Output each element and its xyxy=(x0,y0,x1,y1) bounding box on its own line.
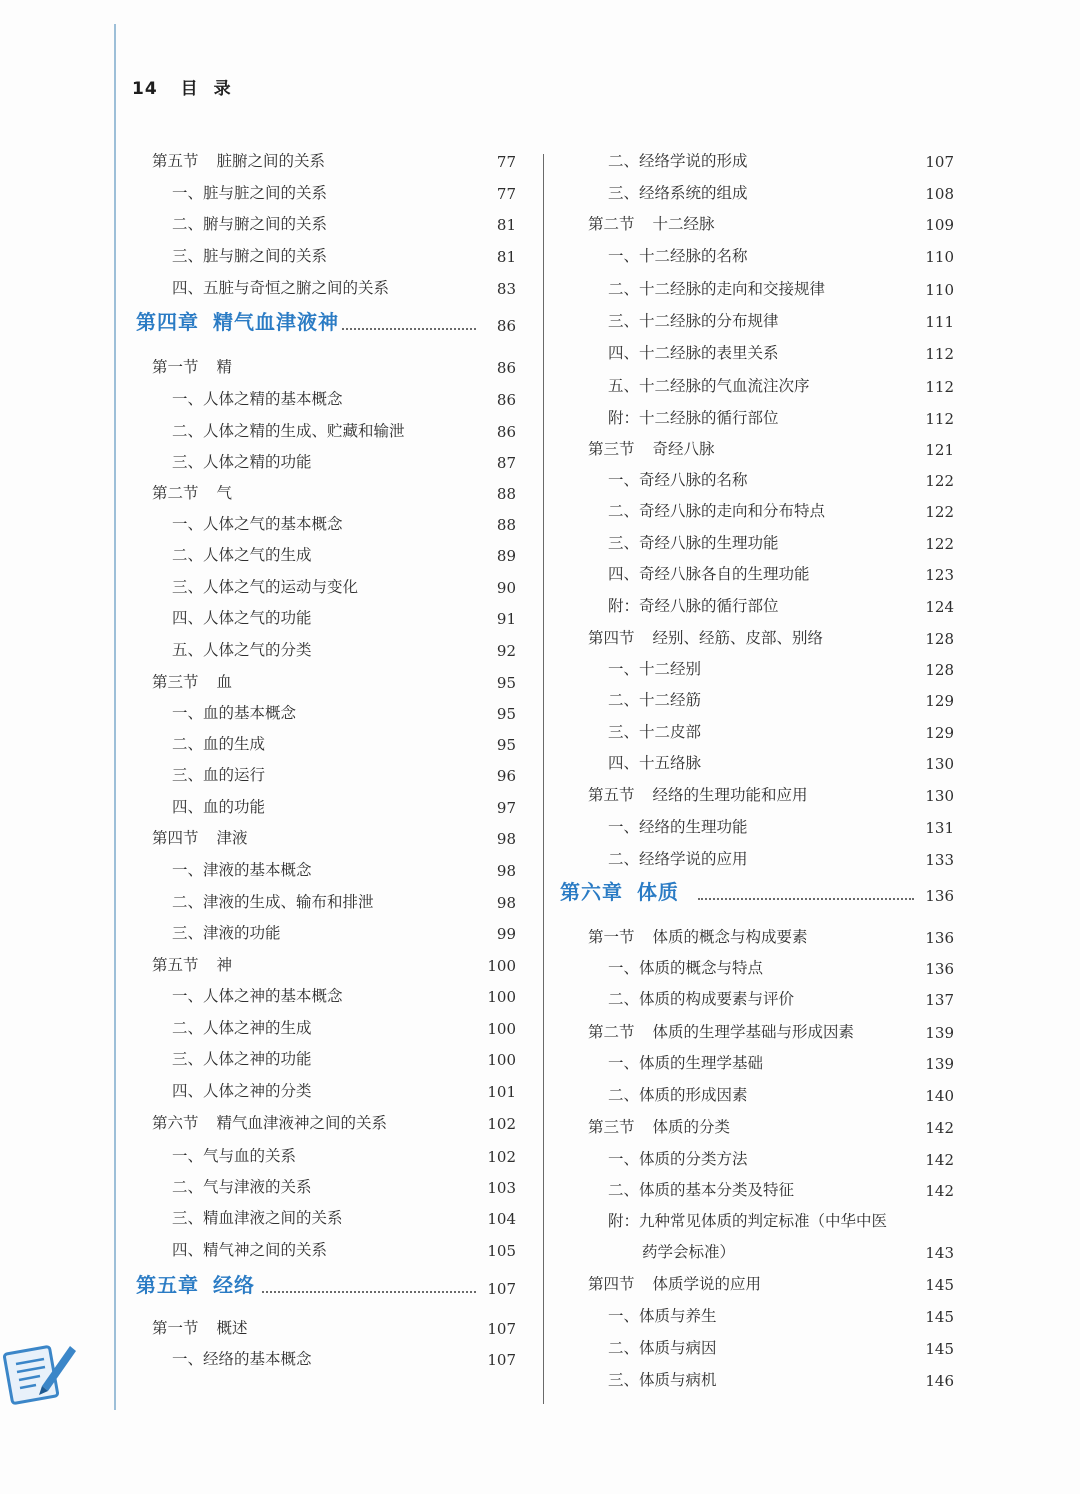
page-number-ref: 145 xyxy=(925,1340,954,1358)
toc-item-row xyxy=(0,470,1080,494)
toc-item-row xyxy=(0,753,1080,777)
page-number-ref: 133 xyxy=(925,851,954,869)
page-number-ref: 77 xyxy=(496,153,516,171)
section-name: 概述 xyxy=(216,1319,248,1337)
item-title: 三、体质与病机 xyxy=(608,1371,717,1389)
section-title xyxy=(588,628,823,648)
item-title: 五、人体之气的分类 xyxy=(172,641,312,659)
toc-item-row xyxy=(0,1053,1080,1077)
toc-item-row xyxy=(0,408,1080,432)
section-name: 血 xyxy=(216,673,233,691)
page-number-ref: 139 xyxy=(925,1024,954,1042)
item-title: 三、经络系统的组成 xyxy=(608,184,748,202)
page-number-ref: 142 xyxy=(925,1151,954,1169)
item-title: 三、十二经脉的分布规律 xyxy=(608,312,779,330)
page-number-ref: 89 xyxy=(496,547,516,565)
page-number-ref: 109 xyxy=(925,216,954,234)
page-number-ref: 91 xyxy=(496,610,516,628)
chapter-title xyxy=(560,882,679,902)
page-number-ref: 122 xyxy=(925,472,954,490)
item-title: 四、人体之气的功能 xyxy=(172,609,312,627)
section-name: 津液 xyxy=(216,829,248,847)
section-number: 第二节 xyxy=(152,484,199,502)
toc-section-row xyxy=(0,927,1080,951)
toc-item-row xyxy=(0,279,1080,303)
item-title: 三、津液的功能 xyxy=(172,924,281,942)
page-number-ref: 100 xyxy=(487,988,516,1006)
page-number: 14 xyxy=(132,79,158,99)
page-number-ref: 107 xyxy=(487,1320,516,1338)
page-number-ref: 95 xyxy=(496,674,516,692)
item-title: 一、人体之精的基本概念 xyxy=(172,390,343,408)
toc-item-row xyxy=(0,501,1080,525)
item-title: 三、人体之精的功能 xyxy=(172,453,312,471)
item-title: 附：奇经八脉的循行部位 xyxy=(608,597,779,615)
toc-item-row xyxy=(0,183,1080,207)
chapter-name: 经络 xyxy=(213,1273,255,1297)
page-number-ref: 146 xyxy=(925,1372,954,1390)
page-number-ref: 101 xyxy=(487,1083,516,1101)
page-number-ref: 137 xyxy=(925,991,954,1009)
section-number: 第二节 xyxy=(588,1023,635,1041)
page-number-ref: 100 xyxy=(487,1020,516,1038)
item-title: 一、十二经别 xyxy=(608,660,702,678)
item-title: 一、血的基本概念 xyxy=(172,704,297,722)
item-title: 二、体质的形成因素 xyxy=(608,1086,748,1104)
item-title: 三、精血津液之间的关系 xyxy=(172,1209,343,1227)
item-title: 二、人体之精的生成、贮藏和输泄 xyxy=(172,422,405,440)
toc-section-row xyxy=(0,1274,1080,1298)
page-number-ref: 88 xyxy=(496,516,516,534)
section-name: 经络的生理功能和应用 xyxy=(652,786,808,804)
section-name: 十二经脉 xyxy=(652,215,715,233)
toc-item-row xyxy=(0,690,1080,714)
page-number-ref: 77 xyxy=(496,185,516,203)
page-number-ref: 88 xyxy=(496,485,516,503)
item-title: 附：九种常见体质的判定标准（中华中医 xyxy=(608,1212,888,1230)
section-name: 神 xyxy=(216,956,233,974)
section-name: 体质的生理学基础与形成因素 xyxy=(652,1023,855,1041)
toc-item-row xyxy=(0,1242,1080,1266)
section-number: 第五节 xyxy=(152,152,199,170)
item-title: 二、经络学说的形成 xyxy=(608,152,748,170)
section-number: 第一节 xyxy=(152,1319,199,1337)
page-number-ref: 86 xyxy=(496,423,516,441)
page-number-ref: 110 xyxy=(925,281,954,299)
page-number-ref: 98 xyxy=(496,862,516,880)
toc-item-row xyxy=(0,246,1080,270)
toc-section-row xyxy=(0,1117,1080,1141)
page-number-ref: 102 xyxy=(487,1115,516,1133)
notepad-pencil-icon xyxy=(2,1334,78,1410)
toc-item-row xyxy=(0,564,1080,588)
toc-item-row xyxy=(0,817,1080,841)
section-number: 第四节 xyxy=(588,1275,635,1293)
item-title: 一、经络的生理功能 xyxy=(608,818,748,836)
section-number: 第五节 xyxy=(152,956,199,974)
page-number-ref: 139 xyxy=(925,1055,954,1073)
chapter-number: 第五章 xyxy=(136,1273,199,1297)
toc-item-row xyxy=(0,989,1080,1013)
section-title xyxy=(588,785,808,805)
page-number-ref: 86 xyxy=(496,359,516,377)
toc-section-row xyxy=(0,214,1080,238)
page-number-ref: 140 xyxy=(925,1087,954,1105)
item-title: 三、人体之气的运动与变化 xyxy=(172,578,359,596)
page-number-ref: 92 xyxy=(496,642,516,660)
page-number-ref: 123 xyxy=(925,566,954,584)
section-name: 脏腑之间的关系 xyxy=(216,152,326,170)
item-title: 二、十二经脉的走向和交接规律 xyxy=(608,280,826,298)
page-number-ref: 129 xyxy=(925,692,954,710)
page-number-ref: 95 xyxy=(496,736,516,754)
toc-item-row xyxy=(0,849,1080,873)
toc-item-row xyxy=(0,1180,1080,1204)
item-title: 二、人体之神的生成 xyxy=(172,1019,312,1037)
section-number: 第三节 xyxy=(588,1118,635,1136)
page-number-ref: 83 xyxy=(496,280,516,298)
page-number-ref: 136 xyxy=(925,887,954,905)
section-name: 体质的分类 xyxy=(652,1118,731,1136)
item-title: 一、体质的生理学基础 xyxy=(608,1054,764,1072)
item-title: 五、十二经脉的气血流注次序 xyxy=(608,377,810,395)
page-number-ref: 136 xyxy=(925,960,954,978)
item-title: 一、奇经八脉的名称 xyxy=(608,471,748,489)
page-number-ref: 99 xyxy=(496,925,516,943)
toc-item-row xyxy=(0,1338,1080,1362)
toc-item-row xyxy=(0,958,1080,982)
section-name: 体质学说的应用 xyxy=(652,1275,762,1293)
page-number-ref: 100 xyxy=(487,957,516,975)
item-title: 一、人体之气的基本概念 xyxy=(172,515,343,533)
page-number-ref: 95 xyxy=(496,705,516,723)
page-number-ref: 128 xyxy=(925,630,954,648)
page-number-ref: 107 xyxy=(925,153,954,171)
toc-item-row xyxy=(0,722,1080,746)
toc-item-row xyxy=(0,1370,1080,1394)
item-title: 二、经络学说的应用 xyxy=(608,850,748,868)
item-title: 一、人体之神的基本概念 xyxy=(172,987,343,1005)
page-number-ref: 81 xyxy=(496,216,516,234)
chapter-name: 体质 xyxy=(637,880,679,904)
page-number-ref: 87 xyxy=(496,454,516,472)
page-number-ref: 102 xyxy=(487,1148,516,1166)
page-number-ref: 128 xyxy=(925,661,954,679)
item-title: 四、血的功能 xyxy=(172,798,266,816)
item-title: 四、人体之神的分类 xyxy=(172,1082,312,1100)
page-number-ref: 142 xyxy=(925,1182,954,1200)
page-number-ref: 112 xyxy=(925,410,954,428)
page-number-ref: 105 xyxy=(487,1242,516,1260)
item-title: 一、津液的基本概念 xyxy=(172,861,312,879)
item-title: 四、奇经八脉各自的生理功能 xyxy=(608,565,810,583)
page-number-ref: 108 xyxy=(925,185,954,203)
item-title: 四、十五络脉 xyxy=(608,754,702,772)
page-number-ref: 104 xyxy=(487,1210,516,1228)
chapter-number: 第四章 xyxy=(136,310,199,334)
section-title xyxy=(588,1117,730,1137)
item-title: 二、血的生成 xyxy=(172,735,266,753)
item-title: 二、十二经筋 xyxy=(608,691,702,709)
page-number-ref: 121 xyxy=(925,441,954,459)
section-name: 精 xyxy=(216,358,233,376)
page-number-ref: 97 xyxy=(496,799,516,817)
page-number-ref: 122 xyxy=(925,535,954,553)
item-title: 药学会标准） xyxy=(642,1243,736,1261)
page-number-ref: 143 xyxy=(925,1244,954,1262)
page-number-ref: 96 xyxy=(496,767,516,785)
section-number: 第一节 xyxy=(152,358,199,376)
page-number-ref: 129 xyxy=(925,724,954,742)
item-title: 二、人体之气的生成 xyxy=(172,546,312,564)
section-title xyxy=(588,927,808,947)
page-number-ref: 145 xyxy=(925,1308,954,1326)
toc-item-row xyxy=(0,1211,1080,1235)
leader-dots xyxy=(698,898,914,900)
page-number-ref: 107 xyxy=(487,1280,516,1298)
chapter-name: 精气血津液神 xyxy=(213,310,339,334)
item-title: 四、五脏与奇恒之腑之间的关系 xyxy=(172,279,390,297)
section-name: 经别、经筋、皮部、别络 xyxy=(652,629,824,647)
item-title: 一、体质的分类方法 xyxy=(608,1150,748,1168)
toc-item-row xyxy=(0,376,1080,400)
section-number: 第五节 xyxy=(588,786,635,804)
item-title: 二、腑与腑之间的关系 xyxy=(172,215,328,233)
section-number: 第三节 xyxy=(152,673,199,691)
section-name: 精气血津液神之间的关系 xyxy=(216,1114,388,1132)
item-title: 三、十二皮部 xyxy=(608,723,702,741)
page-number-ref: 98 xyxy=(496,894,516,912)
chapter-number: 第六章 xyxy=(560,880,623,904)
page-number-ref: 100 xyxy=(487,1051,516,1069)
item-title: 二、津液的生成、输布和排泄 xyxy=(172,893,374,911)
toc-item-row xyxy=(0,311,1080,335)
page-number-ref: 130 xyxy=(925,755,954,773)
page-number-ref: 142 xyxy=(925,1119,954,1137)
page-number-ref: 86 xyxy=(496,317,516,335)
page-number-ref: 112 xyxy=(925,378,954,396)
toc-item-row xyxy=(0,659,1080,683)
item-title: 三、奇经八脉的生理功能 xyxy=(608,534,779,552)
item-title: 一、体质的概念与特点 xyxy=(608,959,764,977)
item-title: 一、体质与养生 xyxy=(608,1307,717,1325)
section-title xyxy=(588,1022,854,1042)
page-number-ref: 81 xyxy=(496,248,516,266)
toc-item-row xyxy=(0,1306,1080,1330)
toc-item-row xyxy=(0,1085,1080,1109)
page-header xyxy=(132,74,247,99)
section-name: 体质的概念与构成要素 xyxy=(652,928,808,946)
page-number-ref: 112 xyxy=(925,345,954,363)
section-title xyxy=(588,439,715,459)
toc-item-row xyxy=(0,533,1080,557)
page-number-ref: 90 xyxy=(496,579,516,597)
page-number-ref: 145 xyxy=(925,1276,954,1294)
item-title: 三、人体之神的功能 xyxy=(172,1050,312,1068)
section-number: 第三节 xyxy=(588,440,635,458)
item-title: 三、血的运行 xyxy=(172,766,266,784)
section-number: 第四节 xyxy=(152,829,199,847)
page-number-ref: 111 xyxy=(925,313,954,331)
page-number-ref: 130 xyxy=(925,787,954,805)
item-title: 二、体质的基本分类及特征 xyxy=(608,1181,795,1199)
toc-section-row xyxy=(0,439,1080,463)
item-title: 二、体质与病因 xyxy=(608,1339,717,1357)
page-number-ref: 131 xyxy=(925,819,954,837)
item-title: 三、脏与腑之间的关系 xyxy=(172,247,328,265)
item-title: 一、十二经脉的名称 xyxy=(608,247,748,265)
page-title: 目录 xyxy=(180,79,247,99)
item-title: 二、气与津液的关系 xyxy=(172,1178,312,1196)
item-title: 四、十二经脉的表里关系 xyxy=(608,344,779,362)
toc-section-row xyxy=(0,628,1080,652)
page-number-ref: 122 xyxy=(925,503,954,521)
section-number: 第二节 xyxy=(588,215,635,233)
toc-item-row xyxy=(0,596,1080,620)
item-title: 附：十二经脉的循行部位 xyxy=(608,409,779,427)
toc-section-row xyxy=(0,1022,1080,1046)
page-number-ref: 103 xyxy=(487,1179,516,1197)
toc-item-row xyxy=(0,343,1080,367)
section-title xyxy=(588,214,715,234)
item-title: 二、体质的构成要素与评价 xyxy=(608,990,795,1008)
toc-chapter-row xyxy=(0,880,1080,908)
page-number-ref: 136 xyxy=(925,929,954,947)
section-name: 气 xyxy=(216,484,233,502)
toc-section-row xyxy=(0,785,1080,809)
section-name: 奇经八脉 xyxy=(652,440,715,458)
section-number: 第六节 xyxy=(152,1114,199,1132)
toc-item-row xyxy=(0,1149,1080,1173)
item-title: 四、精气神之间的关系 xyxy=(172,1241,328,1259)
item-title: 二、奇经八脉的走向和分布特点 xyxy=(608,502,826,520)
toc-item-row xyxy=(0,151,1080,175)
item-title: 一、经络的基本概念 xyxy=(172,1350,312,1368)
page-number-ref: 110 xyxy=(925,248,954,266)
item-title: 一、脏与脏之间的关系 xyxy=(172,184,328,202)
item-title: 一、气与血的关系 xyxy=(172,1147,297,1165)
page-number-ref: 98 xyxy=(496,830,516,848)
page-number-ref: 107 xyxy=(487,1351,516,1369)
section-number: 第四节 xyxy=(588,629,635,647)
section-title xyxy=(588,1274,761,1294)
page-number-ref: 124 xyxy=(925,598,954,616)
section-number: 第一节 xyxy=(588,928,635,946)
page-number-ref: 86 xyxy=(496,391,516,409)
